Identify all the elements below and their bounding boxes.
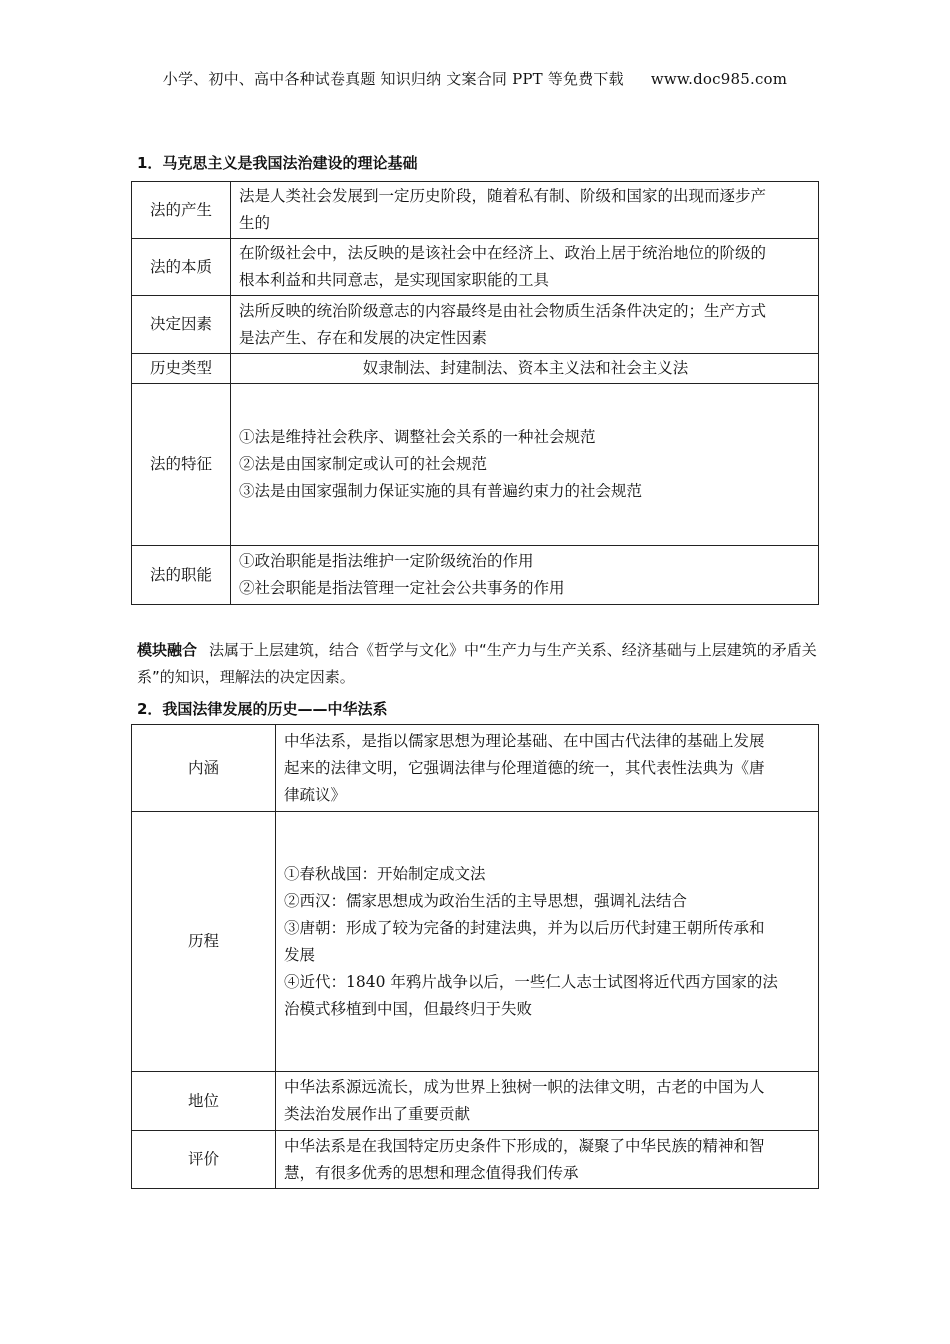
content-line: ①政治职能是指法维护一定阶级统治的作用 — [239, 552, 534, 570]
row-label: 决定因素 — [132, 296, 231, 354]
row-label: 法的特征 — [132, 384, 231, 546]
table-row — [132, 239, 819, 296]
row-content — [276, 1072, 819, 1131]
content-line: 根本利益和共同意志，是实现国家职能的工具 — [239, 271, 550, 289]
page-header — [0, 68, 950, 89]
content-line: 中华法系，是指以儒家思想为理论基础、在中国古代法律的基础上发展 — [284, 731, 765, 750]
content-line: 生的 — [239, 214, 271, 232]
table-row — [132, 182, 819, 239]
content-line: 发展 — [284, 945, 316, 964]
row-content — [231, 546, 819, 605]
content-line: 类法治发展作出了重要贡献 — [284, 1105, 471, 1123]
note-text: 法属于上层建筑，结合《哲学与文化》中“生产力与生产关系、经济基础与上层建筑的矛盾关系”的知识，理解法的决定因素。 — [137, 641, 817, 686]
content-line: ②西汉：儒家思想成为政治生活的主导思想，强调礼法结合 — [284, 891, 688, 910]
note-label: 模块融合 — [137, 641, 198, 659]
row-label: 法的职能 — [132, 546, 231, 605]
legal-basics-table — [131, 181, 819, 605]
row-content — [231, 182, 819, 239]
content-line: ①春秋战国：开始制定成文法 — [284, 864, 486, 883]
content-line: 在阶级社会中，法反映的是该社会中在经济上、政治上居于统治地位的阶级的 — [239, 244, 767, 262]
content-line: 治模式移植到中国，但最终归于失败 — [284, 999, 533, 1018]
row-content — [276, 725, 819, 812]
row-label: 历史类型 — [132, 354, 231, 384]
row-content — [231, 239, 819, 296]
content-line: 律疏议》 — [284, 785, 347, 804]
content-line: 奴隶制法、封建制法、资本主义法和社会主义法 — [362, 359, 689, 377]
table-row — [132, 1131, 819, 1189]
row-label: 内涵 — [132, 725, 276, 812]
row-label: 法的本质 — [132, 239, 231, 296]
row-content — [276, 812, 819, 1072]
content-line: 中华法系是在我国特定历史条件下形成的，凝聚了中华民族的精神和智 — [284, 1136, 765, 1155]
row-label: 历程 — [132, 812, 276, 1072]
content-line: ②社会职能是指法管理一定社会公共事务的作用 — [239, 579, 565, 597]
content-line: ②法是由国家制定或认可的社会规范 — [239, 455, 488, 473]
module-note — [137, 637, 827, 691]
content-line: 法是人类社会发展到一定历史阶段，随着私有制、阶级和国家的出现而逐步产 — [239, 187, 767, 205]
content-line: 慧，有很多优秀的思想和理念值得我们传承 — [284, 1163, 579, 1182]
row-content — [276, 1131, 819, 1189]
content-line: ③法是由国家强制力保证实施的具有普遍约束力的社会规范 — [239, 482, 643, 500]
table-row — [132, 812, 819, 1072]
row-label: 地位 — [132, 1072, 276, 1131]
content-line: ①法是维持社会秩序、调整社会关系的一种社会规范 — [239, 428, 596, 446]
content-line: ③唐朝：形成了较为完备的封建法典，并为以后历代封建王朝所传承和 — [284, 918, 765, 937]
content-line: 起来的法律文明，它强调法律与伦理道德的统一，其代表性法典为《唐 — [284, 758, 765, 777]
table-row — [132, 296, 819, 354]
header-site-link[interactable]: www.doc985.com — [650, 70, 788, 88]
content-line: 是法产生、存在和发展的决定性因素 — [239, 328, 488, 347]
row-content — [231, 354, 819, 384]
content-line: 法所反映的统治阶级意志的内容最终是由社会物质生活条件决定的；生产方式 — [239, 301, 767, 320]
row-label: 评价 — [132, 1131, 276, 1189]
section-1-title: 1．马克思主义是我国法治建设的理论基础 — [137, 154, 418, 172]
table-row — [132, 384, 819, 546]
section-2-title: 2．我国法律发展的历史——中华法系 — [137, 700, 388, 718]
table-row — [132, 354, 819, 384]
content-line: 中华法系源远流长，成为世界上独树一帜的法律文明，古老的中国为人 — [284, 1078, 765, 1096]
table-row — [132, 725, 819, 812]
row-label: 法的产生 — [132, 182, 231, 239]
table-row — [132, 546, 819, 605]
content-line: ④近代：1840 年鸦片战争以后，一些仁人志士试图将近代西方国家的法 — [284, 972, 778, 991]
row-content — [231, 296, 819, 354]
header-text: 小学、初中、高中各种试卷真题 知识归纳 文案合同 PPT 等免费下载 — [162, 70, 624, 88]
table-row — [132, 1072, 819, 1131]
chinese-legal-system-table — [131, 724, 819, 1189]
row-content — [231, 384, 819, 546]
